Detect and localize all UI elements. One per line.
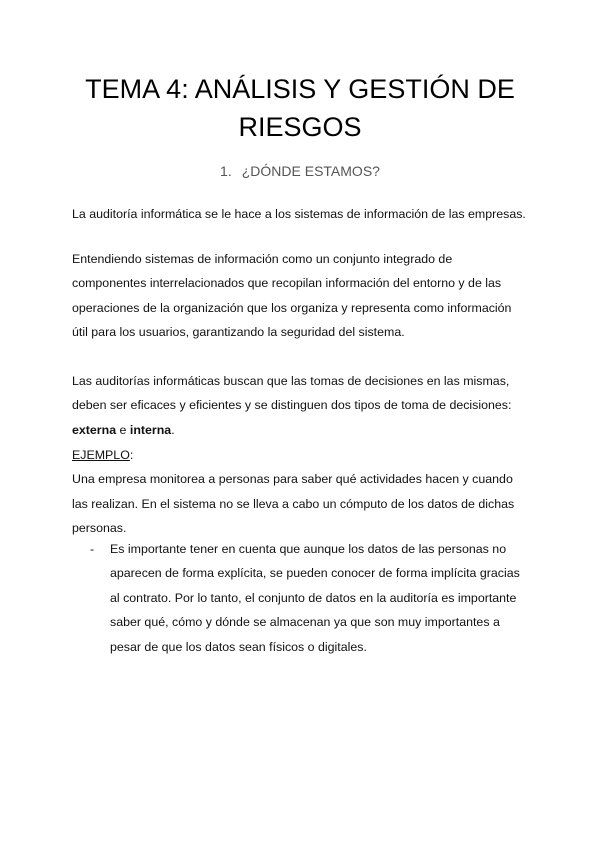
bullet-marker: -: [90, 542, 95, 556]
example-heading: [72, 443, 528, 467]
example-label: EJEMPLO: [72, 448, 130, 462]
period: .: [171, 422, 175, 437]
term-externa: externa: [72, 422, 117, 437]
paragraph-definition: Entendiendo sistemas de información como un conjunto integrado de componentes interrelacionados que recopilan información del entorno y de las operaciones de la organización que los organiza y representa como información útil para los usuarios, garantizando la seguridad del sistema.: [72, 252, 512, 340]
list-item: [72, 537, 528, 659]
paragraph-decisions-text: Las auditorías informáticas buscan que las tomas de decisiones en las mismas, deben ser eficaces y eficientes y se distinguen dos tipos de toma de decisiones:: [72, 374, 512, 413]
paragraph-intro: La auditoría informática se le hace a los sistemas de información de las empresas.: [72, 207, 526, 221]
example-block: [72, 443, 528, 541]
example-text: Una empresa monitorea a personas para saber qué actividades hacen y cuando las realizan. En el sistema no se lleva a cabo un cómputo de los datos de dichas personas.: [72, 472, 515, 536]
section-number: 1.: [220, 163, 232, 179]
section-heading-text: ¿DÓNDE ESTAMOS?: [241, 163, 380, 179]
example-colon: :: [129, 448, 134, 462]
bullet-text: Es importante tener en cuenta que aunque los datos de las personas no aparecen de forma explícita, se pueden conocer de forma implícita gracias al contrato. Por lo tanto, el conjunto de datos en la auditoría es importante saber qué, cómo y dónde se almacenan ya que son muy importantes a pesar de que los datos sean físicos o digitales.: [110, 542, 520, 654]
section-heading: [0, 160, 600, 182]
document-title: TEMA 4: ANÁLISIS Y GESTIÓN DE RIESGOS: [85, 74, 515, 142]
conjunction: e: [116, 422, 130, 437]
bullet-list: [72, 537, 528, 659]
paragraph-decisions: [72, 369, 528, 442]
term-interna: interna: [129, 422, 172, 437]
